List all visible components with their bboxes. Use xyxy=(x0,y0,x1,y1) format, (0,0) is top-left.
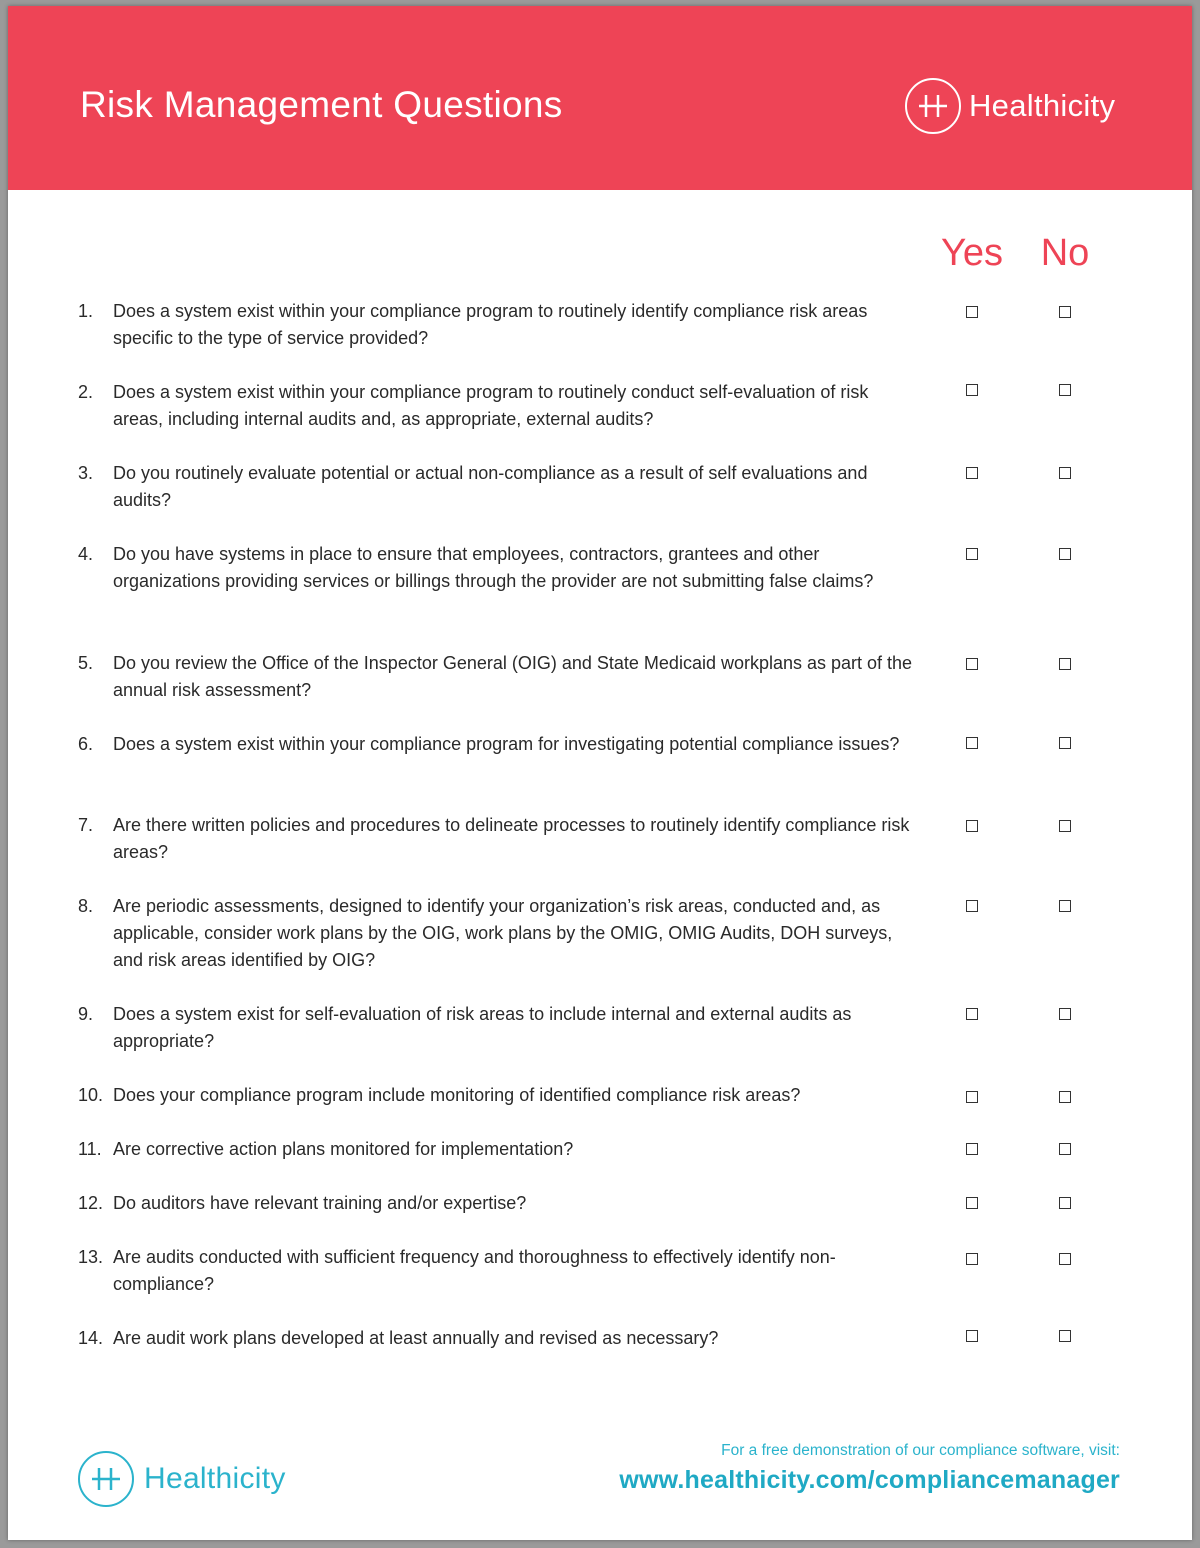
q9-no-checkbox[interactable] xyxy=(1059,1008,1071,1020)
footer-brand-name: Healthicity xyxy=(144,1462,286,1495)
question-text: Are audits conducted with sufficient frequency and thoroughness to effectively identify non- compliance? xyxy=(113,1247,836,1294)
question-item xyxy=(78,1082,918,1109)
question-number: 4. xyxy=(78,544,94,564)
question-number: 10. xyxy=(78,1085,104,1105)
question-number: 14. xyxy=(78,1328,104,1348)
q5-no-checkbox[interactable] xyxy=(1059,658,1071,670)
q3-yes-checkbox[interactable] xyxy=(966,467,978,479)
question-text: Does your compliance program include monitoring of identified compliance risk areas? xyxy=(113,1085,801,1105)
q10-yes-checkbox[interactable] xyxy=(966,1091,978,1103)
question-text: Do you review the Office of the Inspector General (OIG) and State Medicaid workplans as part of the annual risk assessment? xyxy=(113,653,913,700)
q4-yes-checkbox[interactable] xyxy=(966,548,978,560)
question-text: Do you routinely evaluate potential or actual non-compliance as a result of self evaluations and audits? xyxy=(113,463,868,510)
question-item xyxy=(78,1244,918,1298)
question-text: Does a system exist for self-evaluation of risk areas to include internal and external audits as appropriate? xyxy=(113,1004,852,1051)
header-brand-name: Healthicity xyxy=(969,88,1116,123)
q13-yes-checkbox[interactable] xyxy=(966,1253,978,1265)
question-number: 8. xyxy=(78,896,94,916)
question-number: 3. xyxy=(78,463,94,483)
column-header-yes: Yes xyxy=(941,232,1003,274)
q8-no-checkbox[interactable] xyxy=(1059,900,1071,912)
question-item xyxy=(78,1001,918,1055)
question-item xyxy=(78,650,918,704)
healthicity-logo-icon xyxy=(78,1451,134,1507)
question-number: 13. xyxy=(78,1247,104,1267)
q5-yes-checkbox[interactable] xyxy=(966,658,978,670)
question-text: Does a system exist within your compliance program to routinely identify compliance risk areas specific to the type of service provided? xyxy=(113,301,868,348)
header-banner xyxy=(8,6,1192,190)
page-title: Risk Management Questions xyxy=(80,84,563,125)
q2-yes-checkbox[interactable] xyxy=(966,384,978,396)
q1-no-checkbox[interactable] xyxy=(1059,306,1071,318)
footer-logo xyxy=(78,1451,286,1507)
question-text: Are audit work plans developed at least annually and revised as necessary? xyxy=(113,1328,719,1348)
question-text: Does a system exist within your compliance program for investigating potential compliance issues? xyxy=(113,734,900,754)
question-item xyxy=(78,731,918,758)
footer-url-link[interactable]: www.healthicity.com/compliancemanager xyxy=(619,1466,1120,1494)
q1-yes-checkbox[interactable] xyxy=(966,306,978,318)
question-text: Do auditors have relevant training and/or expertise? xyxy=(113,1193,527,1213)
question-text: Are there written policies and procedures to delineate processes to routinely identify compliance risk areas? xyxy=(113,815,910,862)
q12-no-checkbox[interactable] xyxy=(1059,1197,1071,1209)
q2-no-checkbox[interactable] xyxy=(1059,384,1071,396)
q6-no-checkbox[interactable] xyxy=(1059,737,1071,749)
document-page xyxy=(8,6,1192,1540)
q11-yes-checkbox[interactable] xyxy=(966,1143,978,1155)
question-item xyxy=(78,460,918,514)
q8-yes-checkbox[interactable] xyxy=(966,900,978,912)
footer-promo-text: For a free demonstration of our compliance software, visit: xyxy=(721,1442,1120,1459)
header-logo xyxy=(905,78,1115,134)
question-text: Does a system exist within your compliance program to routinely conduct self-evaluation of risk areas, including internal audits and, as appropriate, external audits? xyxy=(113,382,869,429)
question-item xyxy=(78,298,918,352)
question-item xyxy=(78,541,918,595)
question-item xyxy=(78,893,918,974)
question-text: Do you have systems in place to ensure that employees, contractors, grantees and other organizations providing services or billings through the provider are not submitting false claims? xyxy=(113,544,874,591)
question-item xyxy=(78,1190,918,1217)
q9-yes-checkbox[interactable] xyxy=(966,1008,978,1020)
question-number: 6. xyxy=(78,734,94,754)
q7-no-checkbox[interactable] xyxy=(1059,820,1071,832)
question-text: Are corrective action plans monitored for implementation? xyxy=(113,1139,574,1159)
question-item xyxy=(78,1136,918,1163)
question-text: Are periodic assessments, designed to identify your organization’s risk areas, conducted and, as applicable, consider work plans by the OIG, work plans by the OMIG, OMIG Audits, DOH surveys, and risk areas identified by OIG? xyxy=(113,896,893,970)
question-number: 1. xyxy=(78,301,94,321)
column-header-no: No xyxy=(1040,232,1090,274)
q7-yes-checkbox[interactable] xyxy=(966,820,978,832)
q12-yes-checkbox[interactable] xyxy=(966,1197,978,1209)
question-number: 2. xyxy=(78,382,94,402)
question-item xyxy=(78,1325,918,1352)
q13-no-checkbox[interactable] xyxy=(1059,1253,1071,1265)
healthicity-logo-icon xyxy=(905,78,961,134)
question-number: 12. xyxy=(78,1193,104,1213)
question-number: 7. xyxy=(78,815,94,835)
q6-yes-checkbox[interactable] xyxy=(966,737,978,749)
q11-no-checkbox[interactable] xyxy=(1059,1143,1071,1155)
question-number: 9. xyxy=(78,1004,94,1024)
q4-no-checkbox[interactable] xyxy=(1059,548,1071,560)
q14-yes-checkbox[interactable] xyxy=(966,1330,978,1342)
question-item xyxy=(78,379,918,433)
q14-no-checkbox[interactable] xyxy=(1059,1330,1071,1342)
question-number: 5. xyxy=(78,653,94,673)
question-item xyxy=(78,812,918,866)
question-number: 11. xyxy=(78,1139,102,1159)
q10-no-checkbox[interactable] xyxy=(1059,1091,1071,1103)
q3-no-checkbox[interactable] xyxy=(1059,467,1071,479)
